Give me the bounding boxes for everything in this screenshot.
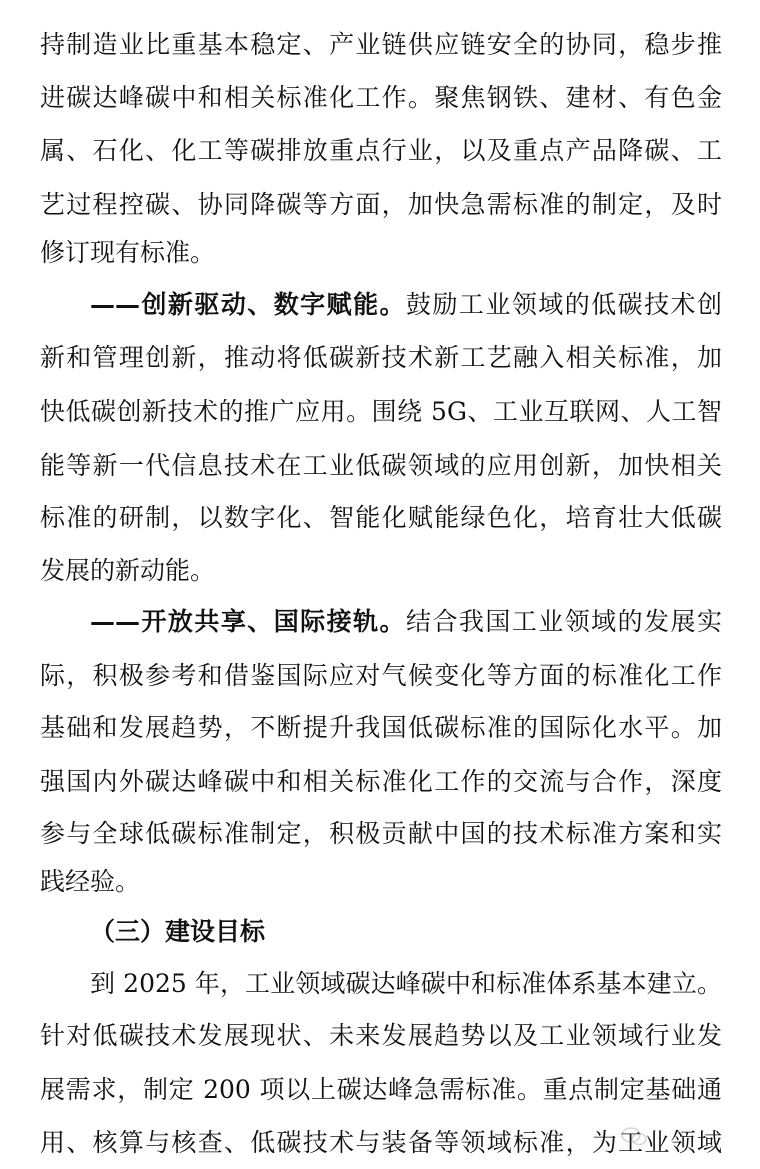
text-line [40, 1070, 722, 1110]
text-line [40, 656, 722, 696]
text-line [40, 498, 722, 538]
text-line [40, 185, 722, 225]
line-text: 展需求，制定 200 项以上碳达峰急需标准。重点制定基础通 [40, 1075, 722, 1104]
line-text: 践经验。 [40, 867, 141, 896]
text-line [40, 392, 722, 432]
line-text: 鼓励工业领域的低碳技术创 [406, 290, 722, 319]
text-line [40, 1016, 722, 1056]
line-text: 新和管理创新，推动将低碳新技术新工艺融入相关标准，加 [40, 343, 722, 372]
text-line [90, 602, 722, 642]
line-text: 参与全球低碳标准制定，积极贡献中国的技术标准方案和实 [40, 819, 722, 848]
line-text: 强国内外碳达峰碳中和相关标准化工作的交流与合作，深度 [40, 767, 722, 796]
text-line [40, 233, 722, 273]
line-text: 针对低碳技术发展现状、未来发展趋势以及工业领域行业发 [40, 1021, 722, 1050]
text-line [40, 78, 722, 118]
text-line [40, 814, 722, 854]
line-text: 到 2025 年，工业领域碳达峰碳中和标准体系基本建立。 [90, 969, 722, 998]
line-text: 进碳达峰碳中和相关标准化工作。聚焦钢铁、建材、有色金 [40, 83, 722, 112]
line-text: 属、石化、化工等碳排放重点行业，以及重点产品降碳、工 [40, 136, 722, 165]
line-text: 持制造业比重基本稳定、产业链供应链安全的协同，稳步推 [40, 30, 722, 59]
line-text: 快低碳创新技术的推广应用。围绕 5G、工业互联网、人工智 [40, 397, 722, 426]
line-text: 际，积极参考和借鉴国际应对气候变化等方面的标准化工作 [40, 661, 722, 690]
text-line [40, 551, 722, 591]
line-text: 用、核算与核查、低碳技术与装备等领域标准，为工业领域 [40, 1128, 722, 1157]
bold-lead: （三）建设目标 [90, 917, 266, 946]
text-line [90, 964, 722, 1004]
text-line [90, 912, 722, 952]
bold-lead: ——开放共享、国际接轨。 [90, 607, 406, 636]
line-text: 标准的研制，以数字化、智能化赋能绿色化，培育壮大低碳 [40, 503, 722, 532]
text-line [40, 25, 722, 65]
bold-lead: ——创新驱动、数字赋能。 [90, 290, 406, 319]
text-line [40, 1123, 722, 1163]
line-text: 艺过程控碳、协同降碳等方面，加快急需标准的制定，及时 [40, 190, 722, 219]
line-text: 结合我国工业领域的发展实 [406, 607, 722, 636]
line-text: 发展的新动能。 [40, 556, 216, 585]
text-line [40, 338, 722, 378]
text-line [40, 446, 722, 486]
text-line [40, 862, 722, 902]
line-text: 修订现有标准。 [40, 238, 216, 267]
text-line [40, 708, 722, 748]
line-text: 基础和发展趋势，不断提升我国低碳标准的国际化水平。加 [40, 713, 722, 742]
text-line [40, 131, 722, 171]
line-text: 能等新一代信息技术在工业低碳领域的应用创新，加快相关 [40, 451, 722, 480]
text-line [40, 762, 722, 802]
text-line [90, 285, 722, 325]
